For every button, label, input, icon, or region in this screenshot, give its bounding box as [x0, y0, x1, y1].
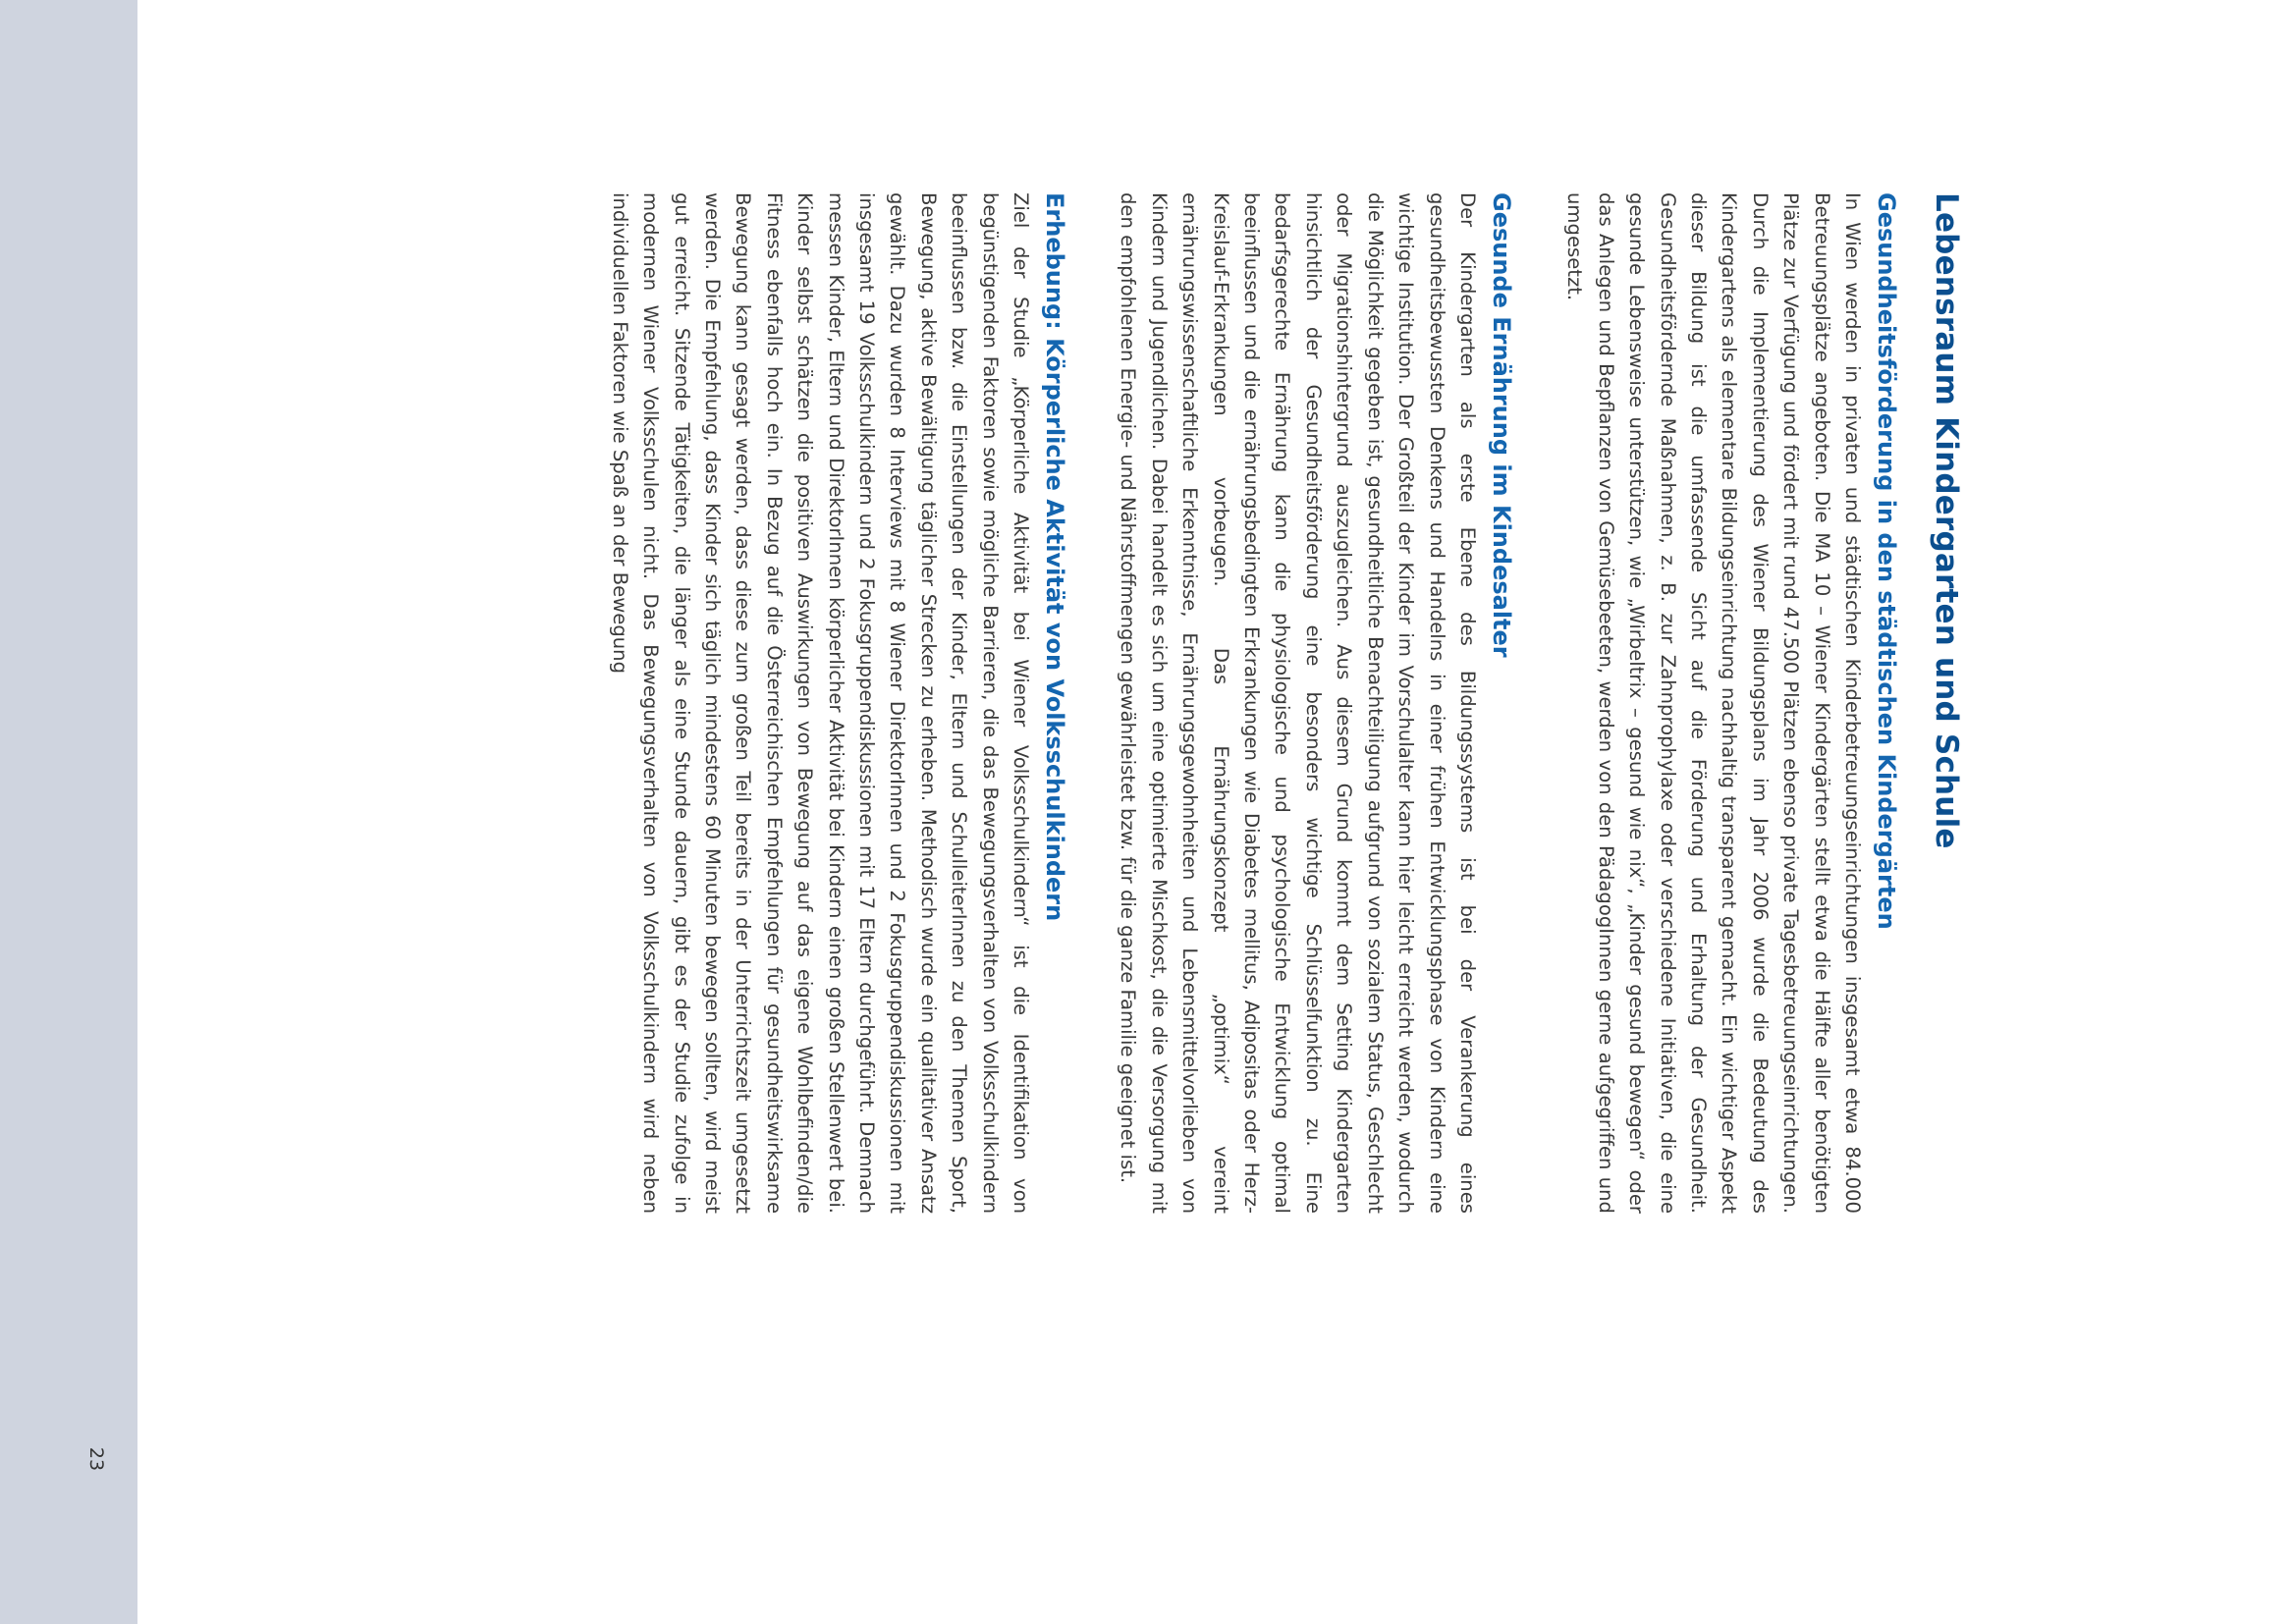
page-number: 23 [85, 1446, 107, 1472]
side-band [0, 0, 137, 1624]
section-heading: Erhebung: Körperliche Aktivität von Volksschulkindern [1041, 192, 1069, 922]
section-heading: Gesunde Ernährung im Kindesalter [1487, 192, 1515, 658]
section-heading: Gesundheitsförderung in den städtischen Kindergärten [1873, 192, 1900, 930]
section-physical-activity [604, 192, 1069, 1214]
section-paragraph: Ziel der Studie „Körperliche Aktivität bei Wiener Volksschulkindern“ ist die Identifikation von begünstigenden Faktoren sowie mögliche Barrieren, die das Bewegungsverhalten von Volksschulkindern beeinflussen bzw. die Einstellungen der Kinder, Eltern und SchulleiterInnen zu den Themen Sport, Bewegung, aktive Bewältigung täglicher Strecken zu erheben. Methodisch wurde ein qualitativer Ansatz gewählt. Dazu wurden 8 Interviews mit 8 Wiener DirektorInnen und 2 Fokusgruppendiskussionen mit insgesamt 19 Volksschulkindern und 2 Fokusgruppendiskussionen mit 17 Eltern durchgeführt. Demnach messen Kinder, Eltern und DirektorInnen körperlicher Aktivität bei Kindern einen großen Stellenwert bei. Kinder selbst schätzen die positiven Auswirkungen von Bewegung auf das eigene Wohlbefinden/die Fitness ebenfalls hoch ein. In Bezug auf die Österreichischen Empfehlungen für gesundheitswirksame Bewegung kann gesagt werden, dass diese zum großen Teil bereits in der Unterrichtszeit umgesetzt werden. Die Empfehlung, dass Kinder sich täglich mindestens 60 Minuten bewegen sollten, wird meist gut erreicht. Sitzende Tätigkeiten, die länger als eine Stunde dauern, gibt es der Studie zufolge in modernen Wiener Volksschulen nicht. Das Bewegungsverhalten von Volksschulkindern wird neben individuellen Faktoren wie Spaß an der Bewegung [608, 192, 1033, 1214]
page-title: Lebensraum Kindergarten und Schule [1929, 192, 1964, 849]
section-nutrition [1113, 192, 1516, 1214]
section-paragraph: In Wien werden in privaten und städtischen Kinderbetreuungseinrichtungen insgesamt etwa 84.000 Betreuungsplätze angeboten. Die MA 10 – Wiener Kindergärten stellt etwa die Hälfte aller benötigten Plätze zur Verfügung und fördert mit rund 47.500 Plätzen ebenso private Tagesbetreuungseinrichtungen. Durch die Implementierung des Wiener Bildungsplans im Jahr 2006 wurde die Bedeutung des Kindergartens als elementare Bildungseinrichtung nachhaltig transparent gemacht. Ein wichtiger Aspekt dieser Bildung ist die umfassende Sicht auf die Förderung und Erhaltung der Gesundheit. Gesundheitsfördernde Maßnahmen, z. B. zur Zahnprophylaxe oder verschiedene Initiativen, die eine gesunde Lebensweise unterstützen, wie „Wirbeltrix – gesund wie nix“, „Kinder gesund bewegen“ oder das Anlegen und Bepflanzen von Gemüsebeeten, werden von den PädagogInnen gerne aufgegriffen und umgesetzt. [1563, 192, 1864, 1214]
rotated-page-content [346, 192, 1966, 1214]
section-kindergarten-health [1559, 192, 1901, 1214]
section-paragraph: Der Kindergarten als erste Ebene des Bildungssystems ist bei der Verankerung eines gesundheitsbewussten Denkens und Handelns in einer frühen Entwicklungsphase von Kindern eine wichtige Institution. Der Großteil der Kinder im Vorschulalter kann hier leicht erreicht werden, wodurch die Möglichkeit gegeben ist, gesundheitliche Benachteiligung aufgrund von sozialem Status, Geschlecht oder Migrationshintergrund auszugleichen. Aus diesem Grund kommt dem Setting Kindergarten hinsichtlich der Gesundheitsförderung eine besonders wichtige Schlüsselfunktion zu. Eine bedarfsgerechte Ernährung kann die physiologische und psychologische Entwicklung optimal beeinflussen und die ernährungsbedingten Erkrankungen wie Diabetes mellitus, Adipositas oder Herz-Kreislauf-Erkrankungen vorbeugen. Das Ernährungskonzept „optimix“ vereint ernährungswissenschaftliche Erkenntnisse, Ernährungsgewohnheiten und Lebensmittelvorlieben von Kindern und Jugendlichen. Dabei handelt es sich um eine optimierte Mischkost, die die Versorgung mit den empfohlenen Energie- und Nährstoffmengen gewährleistet bzw. für die ganze Familie geeignet ist. [1117, 192, 1479, 1214]
